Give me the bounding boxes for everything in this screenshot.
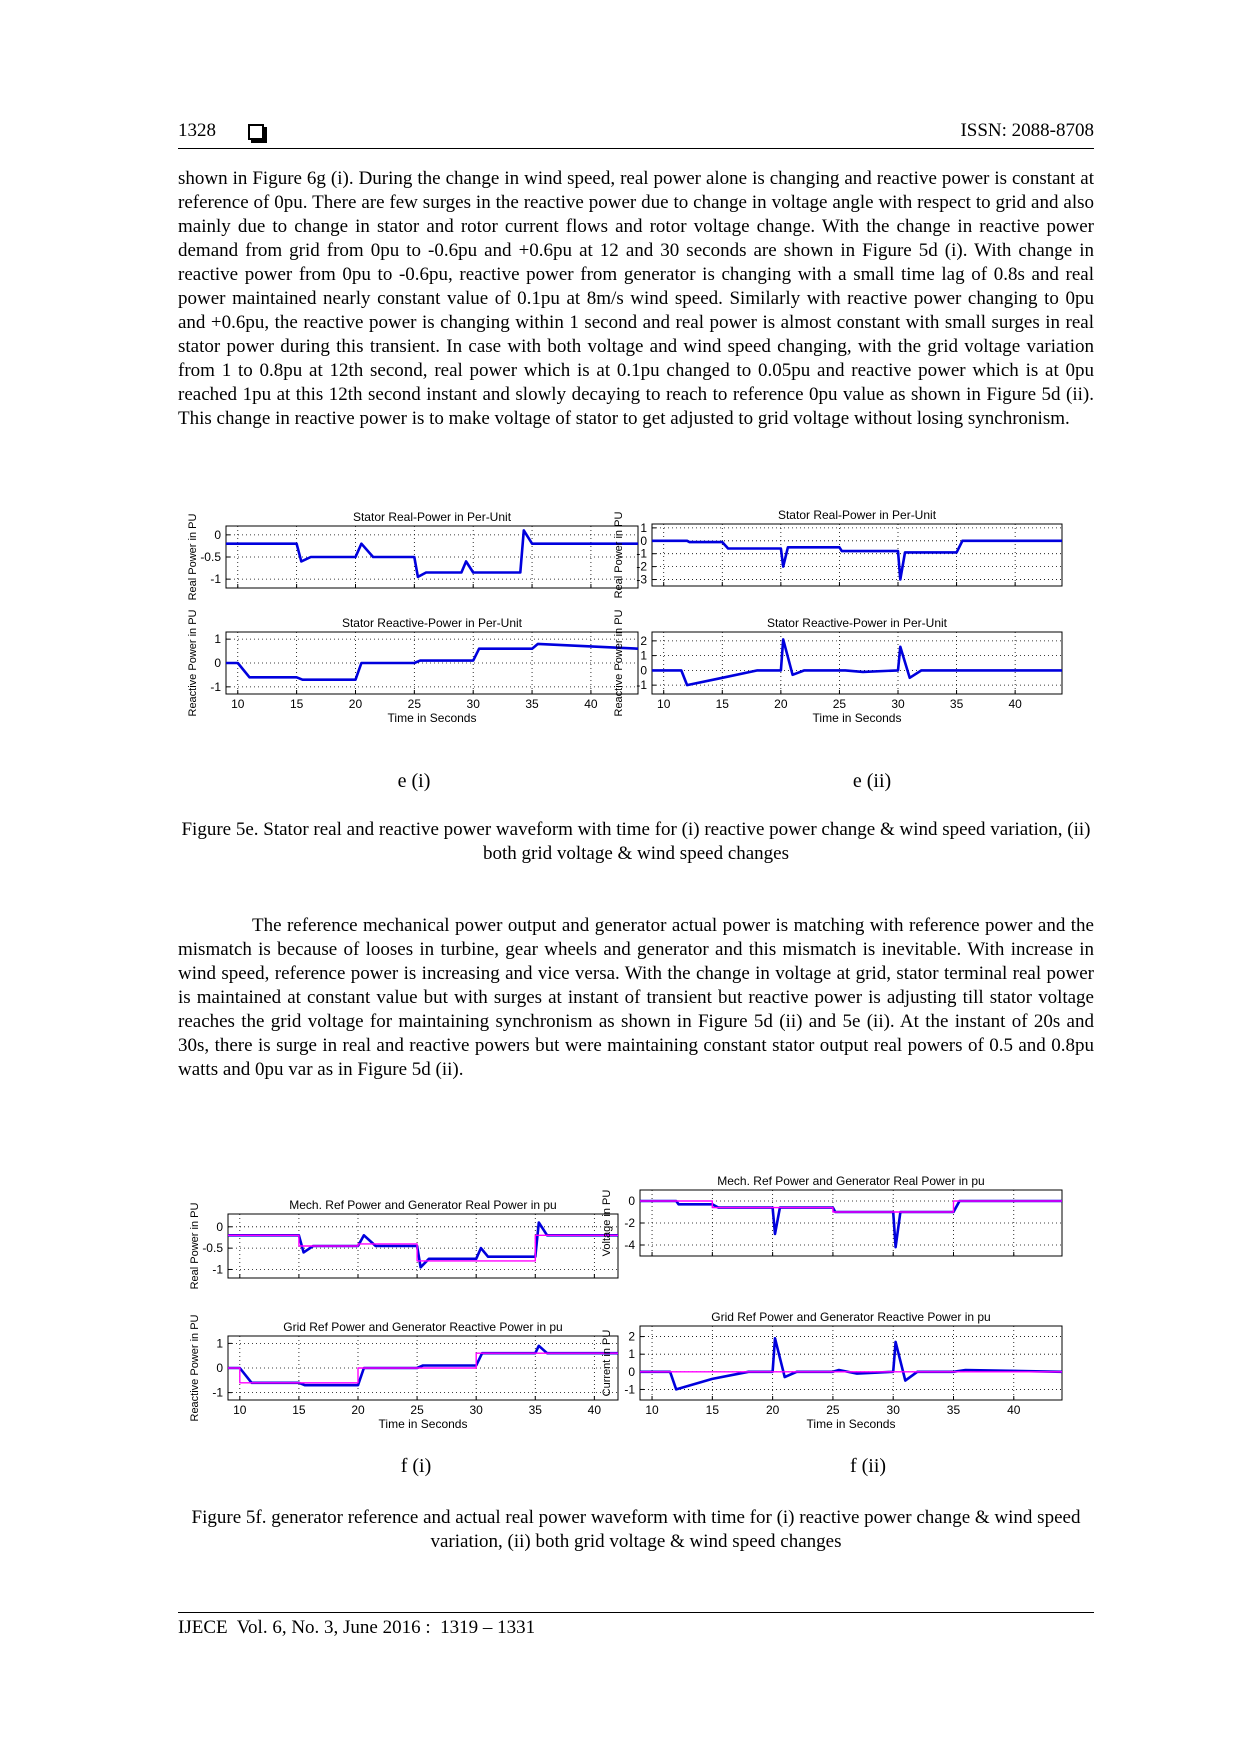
y-axis-label: Real Power in PU (189, 1202, 201, 1290)
y-tick-label: -1 (636, 678, 647, 693)
figure-5e-label-i: e (i) (397, 770, 431, 792)
y-tick-label: -3 (636, 572, 647, 587)
x-axis-label: Time in Seconds (806, 1417, 896, 1431)
x-tick-label: 10 (231, 697, 245, 711)
figure-5e-caption: Figure 5e. Stator real and reactive power waveform with time for (i) reactive power change & wind speed variation, (ii) both grid voltage & wind speed changes (181, 819, 1091, 864)
x-tick-label: 15 (705, 1403, 720, 1417)
figure-5e (178, 498, 1078, 790)
y-axis-label: Current in PU (601, 1329, 613, 1397)
plot-frame (652, 632, 1062, 694)
x-tick-label: 10 (657, 697, 671, 711)
y-tick-label: -2 (636, 559, 647, 574)
checkbox-square-icon (248, 124, 264, 140)
x-axis-label: Time in Seconds (812, 711, 902, 725)
x-tick-label: 40 (584, 697, 598, 711)
figure-5f (178, 1150, 1098, 1460)
y-tick-label: 1 (214, 632, 221, 647)
figure-5f-label-i: f (i) (400, 1455, 432, 1477)
x-tick-label: 20 (774, 697, 788, 711)
page-header (178, 118, 1094, 149)
y-tick-label: -4 (624, 1238, 635, 1252)
panel-title: Stator Reactive-Power in Per-Unit (341, 616, 523, 630)
x-tick-label: 40 (587, 1403, 602, 1417)
y-tick-label: -1 (210, 679, 221, 694)
y-axis-label: Reactive Power in PU (187, 609, 199, 717)
panel-title: Mech. Ref Power and Generator Real Power in pu (717, 1174, 985, 1188)
issn: ISSN: 2088-8708 (960, 120, 1094, 141)
x-tick-label: 10 (233, 1403, 247, 1417)
x-tick-label: 30 (886, 1403, 900, 1417)
y-tick-label: 0 (216, 1219, 223, 1234)
y-axis-label: Real Power in PU (613, 511, 625, 599)
plot-frame (228, 1214, 618, 1278)
x-tick-label: 25 (832, 697, 847, 711)
x-tick-label: 30 (469, 1403, 483, 1417)
y-tick-label: 0 (640, 663, 647, 678)
y-tick-label: -1 (212, 1385, 223, 1400)
panel-title: Grid Ref Power and Generator Reactive Power in pu (711, 1310, 991, 1324)
y-axis-label: Reactive Power in PU (613, 609, 625, 717)
y-tick-label: 1 (216, 1336, 223, 1351)
page-number: 1328 (178, 120, 216, 141)
x-tick-label: 25 (407, 697, 422, 711)
x-tick-label: 15 (289, 697, 304, 711)
y-tick-label: -0.5 (202, 1241, 223, 1256)
x-axis-label: Time in Seconds (387, 711, 477, 725)
x-tick-label: 40 (1008, 697, 1022, 711)
y-axis-label: Real Power in PU (187, 513, 199, 601)
y-tick-label: 0 (628, 1194, 635, 1208)
figure-5f-caption: Figure 5f. generator reference and actual real power waveform with time for (i) reactive power change & wind speed variation, (ii) both grid voltage & wind speed changes (191, 1507, 1081, 1552)
x-tick-label: 10 (645, 1403, 659, 1417)
x-tick-label: 25 (410, 1403, 424, 1417)
y-tick-label: 1 (640, 648, 647, 663)
y-tick-label: 1 (640, 520, 647, 535)
panel-title: Mech. Ref Power and Generator Real Power in pu (289, 1198, 557, 1212)
plot-frame (226, 632, 638, 694)
x-tick-label: 35 (528, 1403, 542, 1417)
y-tick-label: -1 (212, 1262, 223, 1277)
y-tick-label: -1 (636, 546, 647, 561)
panel-title: Stator Real-Power in Per-Unit (777, 508, 937, 522)
plot-frame (652, 524, 1062, 586)
x-tick-label: 30 (466, 697, 480, 711)
figure-5f-label-ii: f (ii) (849, 1455, 887, 1477)
x-tick-label: 35 (525, 697, 539, 711)
y-tick-label: 0 (628, 1364, 635, 1379)
y-tick-label: 0 (214, 527, 221, 542)
x-tick-label: 30 (891, 697, 905, 711)
y-tick-label: 2 (628, 1329, 635, 1344)
y-tick-label: 1 (628, 1347, 635, 1362)
plot-frame (226, 526, 638, 588)
x-tick-label: 15 (715, 697, 729, 711)
y-tick-label: -1 (210, 572, 221, 587)
x-tick-label: 20 (351, 1403, 365, 1417)
x-tick-label: 35 (949, 697, 964, 711)
panel-title: Grid Ref Power and Generator Reactive Power in pu (283, 1320, 563, 1334)
panel-title: Stator Real-Power in Per-Unit (352, 510, 512, 524)
body-paragraph-2: The reference mechanical power output and generator actual power is matching with reference power and the mismatch is because of looses in turbine, gear wheels and generator and this mismatch is inevitable. With increase in wind speed, reference power is increasing and vice versa. With the change in voltage at grid, stator terminal real power is maintained at constant value but with surges at instant of transient but reactive power is adjusting till stator voltage reaches the grid voltage for maintaining synchronism as shown in Figure 5d (ii) and 5e (ii). At the instant of 20s and 30s, there is surge in real and reactive powers but were maintaining constant stator output real powers of 0.5 and 0.8pu watts and 0pu var as in Figure 5d (ii). (178, 915, 1094, 1080)
body-paragraph-1: shown in Figure 6g (i). During the change in wind speed, real power alone is changing and reactive power is constant at reference of 0pu. There are few surges in the reactive power due to change in voltage angle with respect to grid and also mainly due to change in stator and rotor current flows and rotor voltage change. With the change in reactive power demand from grid from 0pu to -0.6pu and +0.6pu at 12 and 30 seconds are shown in Figure 5d (i). With change in reactive power from 0pu to -0.6pu, reactive power from generator is changing with a small time lag of 0.8s and real power maintained nearly constant value of 0.1pu at 8m/s wind speed. Similarly with reactive power changing to 0pu and +0.6pu, the reactive power is changing within 1 second and real power is almost constant with small surges in real stator power during this transient. In case with both voltage and wind speed changing, with the grid voltage variation from 1 to 0.8pu at 12th second, real power which is at 0.1pu changed to 0.05pu and reactive power which is at 0pu reached 1pu at this 12th second instant and slowly decaying to reach to reference 0pu value as shown in Figure 5d (ii). This change in reactive power is to make voltage of stator to get adjusted to grid voltage without losing synchronism. (178, 168, 1094, 429)
y-tick-label: -2 (624, 1216, 635, 1230)
x-tick-label: 15 (292, 1403, 306, 1417)
x-tick-label: 25 (826, 1403, 840, 1417)
y-axis-label: Voltage in PU (601, 1189, 613, 1257)
y-tick-label: -1 (624, 1382, 635, 1397)
y-tick-label: 0 (214, 656, 221, 670)
figure-5e-label-ii: e (ii) (852, 770, 892, 792)
y-axis-label: Reactive Power in PU (189, 1314, 201, 1422)
y-tick-label: 0 (640, 533, 647, 548)
x-axis-label: Time in Seconds (378, 1417, 468, 1431)
y-tick-label: 2 (640, 633, 647, 648)
x-tick-label: 35 (946, 1403, 961, 1417)
plot-frame (640, 1326, 1062, 1400)
panel-title: Stator Reactive-Power in Per-Unit (766, 616, 948, 630)
x-tick-label: 20 (765, 1403, 780, 1417)
y-tick-label: 0 (216, 1361, 223, 1375)
x-tick-label: 40 (1007, 1403, 1021, 1417)
y-tick-label: -0.5 (200, 550, 221, 564)
page-footer: IJECE Vol. 6, No. 3, June 2016 : 1319 – 1331 (178, 1612, 1094, 1639)
x-tick-label: 20 (348, 697, 363, 711)
